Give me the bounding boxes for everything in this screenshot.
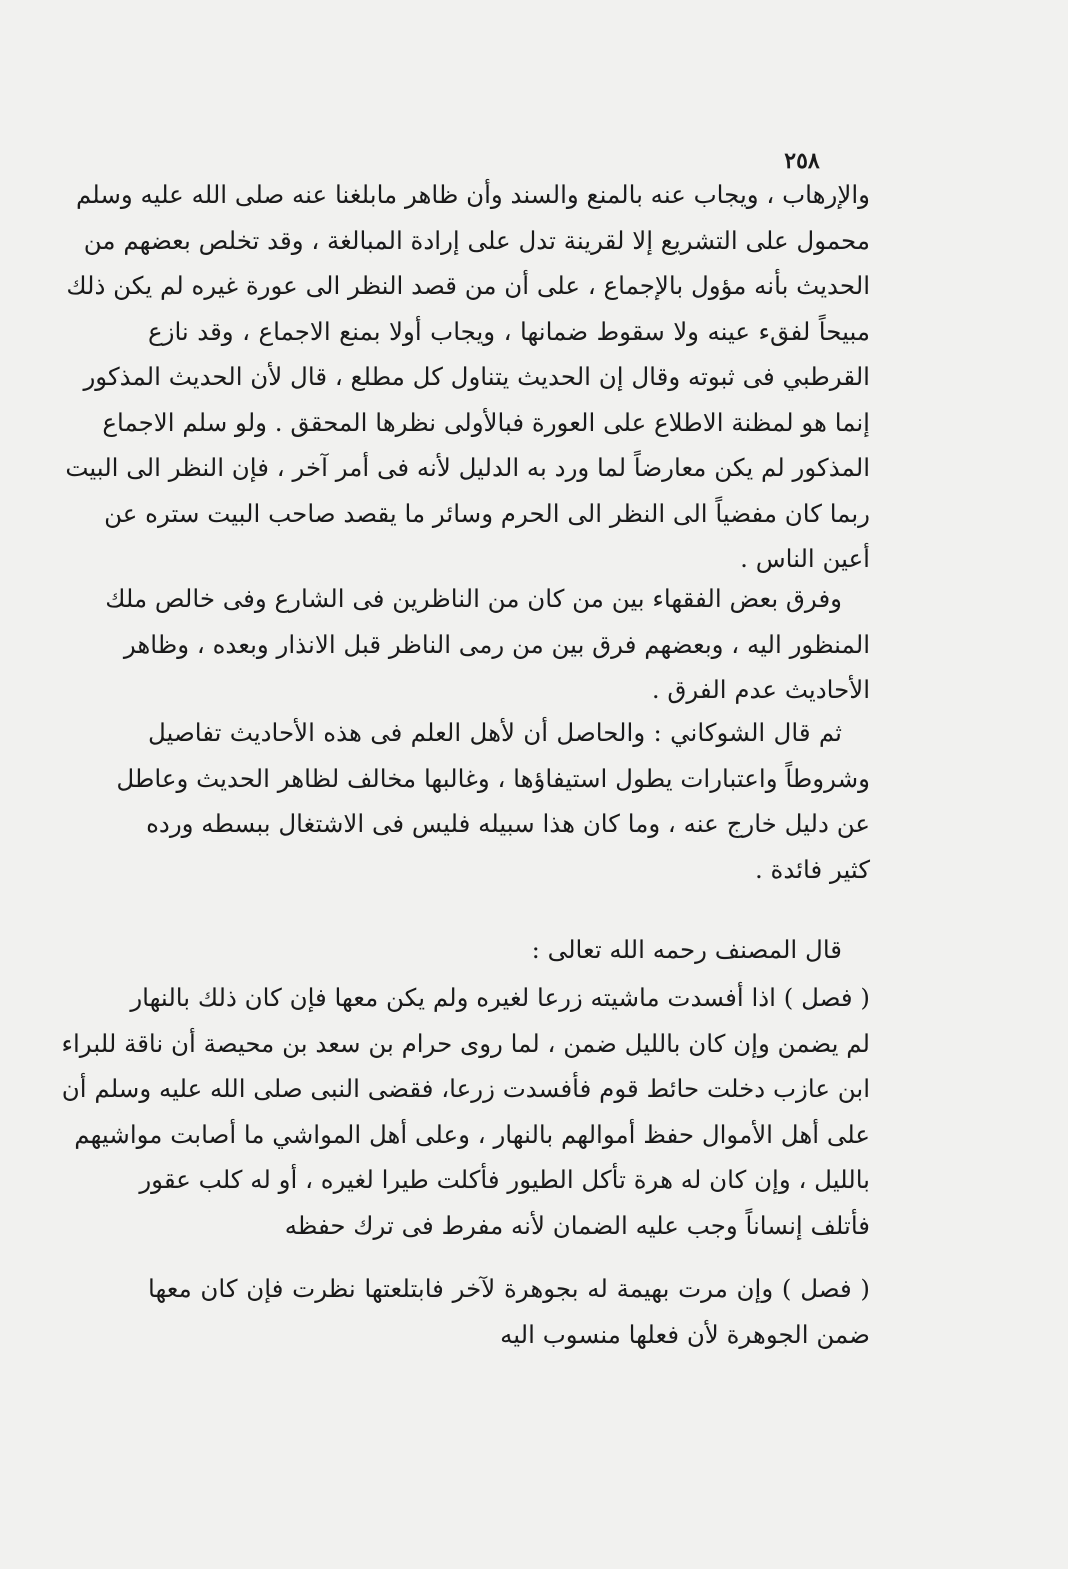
text-line: المذكور لم يكن معارضاً لما ورد به الدليل لأنه فى أمر آخر ، فإن النظر الى البيت xyxy=(65,453,870,482)
text-line: وشروطاً واعتبارات يطول استيفاؤها ، وغالبها مخالف لظاهر الحديث وعاطل xyxy=(116,763,870,793)
text-line: عن دليل خارج عنه ، وما كان هذا سبيله فليس فى الاشتغال ببسطه ورده xyxy=(146,809,870,838)
text-line: محمول على التشريع إلا لقرينة تدل على إرادة المبالغة ، وقد تخلص بعضهم من xyxy=(83,225,870,255)
text-line: بالليل ، وإن كان له هرة تأكل الطيور فأكلت طيرا لغيره ، أو له كلب عقور xyxy=(139,1165,870,1194)
heading-text: قال المصنف رحمه الله تعالى : xyxy=(531,935,842,964)
text-line: المنظور اليه ، وبعضهم فرق بين من رمى الناظر قبل الانذار وبعده ، وظاهر xyxy=(123,629,870,659)
text-line: الأحاديث عدم الفرق . xyxy=(651,675,870,704)
paragraph-commentary-2 xyxy=(105,576,870,713)
text-line: إنما هو لمظنة الاطلاع على العورة فبالأولى نظرها المحقق . ولو سلم الاجماع xyxy=(102,407,870,437)
text-line: فأتلف إنساناً وجب عليه الضمان لأنه مفرط فى ترك حفظه xyxy=(284,1210,870,1240)
paragraph-commentary-1 xyxy=(65,172,870,582)
paragraph-fasl-2 xyxy=(148,1266,870,1357)
text-line: القرطبي فى ثبوته وقال إن الحديث يتناول كل مطلع ، قال لأن الحديث المذكور xyxy=(83,362,870,391)
text-line: الحديث بأنه مؤول بالإجماع ، على أن من قصد النظر الى عورة غيره لم يكن ذلك xyxy=(66,271,870,300)
text-line: وفرق بعض الفقهاء بين من كان من الناظرين فى الشارع وفى خالص ملك xyxy=(105,584,842,613)
paragraph-commentary-3 xyxy=(116,710,870,892)
text-line: ( فصل ) وإن مرت بهيمة له بجوهرة لآخر فابتلعتها نظرت فإن كان معها xyxy=(148,1274,870,1303)
text-line: ( فصل ) اذا أفسدت ماشيته زرعا لغيره ولم يكن معها فإن كان ذلك بالنهار xyxy=(130,983,870,1012)
text-line: على أهل الأموال حفظ أموالهم بالنهار ، وعلى أهل المواشي ما أصابت مواشيهم xyxy=(74,1119,870,1149)
paragraph-fasl-1 xyxy=(61,975,870,1248)
text-line: ابن عازب دخلت حائط قوم فأفسدت زرعا، فقضى النبى صلى الله عليه وسلم أن xyxy=(61,1074,870,1103)
text-line: لم يضمن وإن كان بالليل ضمن ، لما روى حرام بن سعد بن محيصة أن ناقة للبراء xyxy=(61,1028,870,1058)
page-number: ٢٥٨ xyxy=(784,148,820,174)
text-line: ثم قال الشوكاني : والحاصل أن لأهل العلم فى هذه الأحاديث تفاصيل xyxy=(148,718,842,747)
section-heading xyxy=(148,926,870,974)
text-line: أعين الناس . xyxy=(740,544,870,573)
text-line: ربما كان مفضياً الى النظر الى الحرم وسائر ما يقصد صاحب البيت ستره عن xyxy=(104,498,870,528)
text-line: ضمن الجوهرة لأن فعلها منسوب اليه xyxy=(500,1319,870,1349)
text-line: كثير فائدة . xyxy=(754,854,870,884)
text-line: مبيحاً لفقء عينه ولا سقوط ضمانها ، ويجاب أولا بمنع الاجماع ، وقد نازع xyxy=(148,316,870,346)
text-line: والإرهاب ، ويجاب عنه بالمنع والسند وأن ظاهر مابلغنا عنه صلى الله عليه وسلم xyxy=(75,180,870,209)
